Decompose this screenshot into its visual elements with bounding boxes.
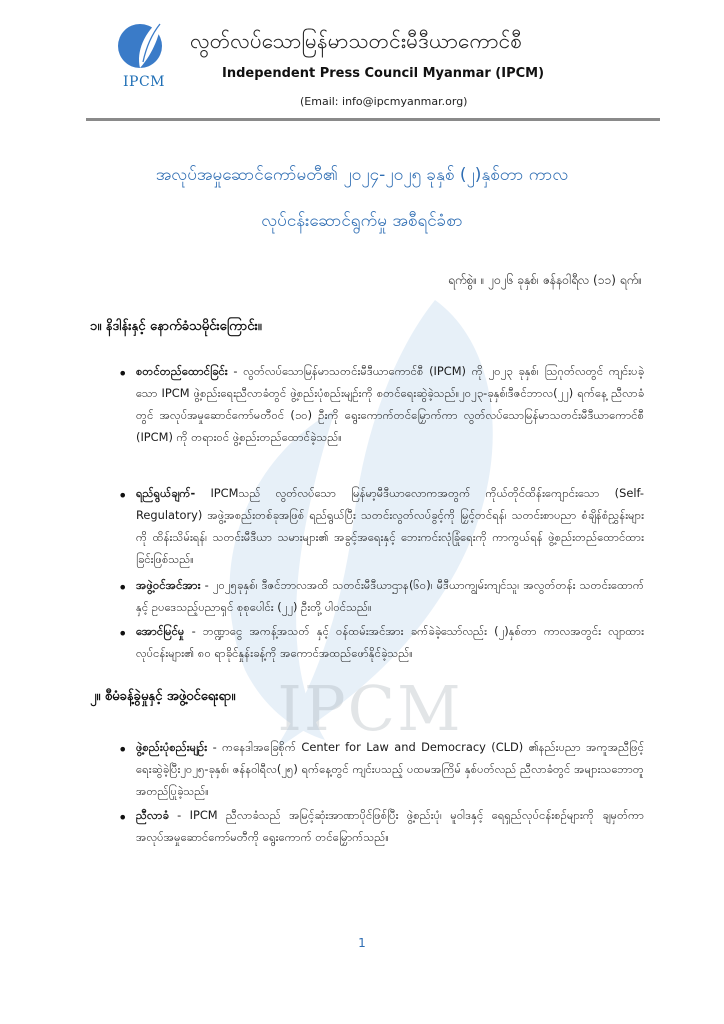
organization-title: လွတ်လပ်သောမြန်မာသတင်းမီဒီယာကောင်စီ	[190, 29, 523, 53]
document-title-line-2: လုပ်ငန်းဆောင်ရွက်မှု အစီရင်ခံစာ	[261, 211, 463, 231]
item-text: IPCMသည် လွတ်လပ်သော မြန်မာ့မီဒီယာလောကအတွက် ကိုယ်တိုင်ထိန်းကျောင်းသော (Self-Regulatory) အဖွဲ့အစည်းတစ်ခုအဖြစ် ရည်ရွယ်ပြီး သတင်းလွတ်လပ်ခွင့်ကို မြှင့်တင်ရန်၊ သတင်းစာပညာ စံချိန်စံညွှန်းများကို ထိန်းသိမ်းရန်၊ သတင်းမီဒီယာ သမားများ၏ အခွင့်အရေးနှင့် ဘေးကင်းလုံခြုံရေးကို ကာကွယ်ရန် ဖွဲ့စည်းတည်ထောင်ထားခြင်းဖြစ်သည်။	[136, 486, 644, 566]
item-lead: စတင်တည်ထောင်ခြင်း	[136, 364, 228, 378]
section-heading: ၁။ နိဒါန်းနှင့် နောက်ခံသမိုင်းကြောင်း။	[90, 319, 262, 334]
list-item	[136, 736, 644, 802]
logo-text: IPCM	[123, 74, 165, 90]
list-item	[136, 574, 644, 618]
item-lead: ဖွဲ့စည်းပုံစည်းမျဉ်း	[136, 740, 208, 754]
feather-logo-icon	[110, 12, 174, 76]
document-title-line-1: အလုပ်အမှုဆောင်ကော်မတီ၏ ၂၀၂၄-၂၀၂၅ ခုနှစ် (၂)နှစ်တာ ကာလ	[155, 165, 569, 185]
watermark-text: IPCM	[277, 672, 463, 745]
item-text: - ကနေဒါအခြေစိုက် Center for Law and Democracy (CLD) ၏နည်းပညာ အကူအညီဖြင့်ရေးဆွဲခဲ့ပြီး၂၀၂၅-ခုနှစ်၊ ဇန်နဝါရီလ(၂၅) ရက်နေ့တွင် ကျင်းပသည့် ပထမအကြိမ် နှစ်ပတ်လည် ညီလာခံတွင် အများသဘောတူ အတည်ပြုခဲ့သည်။	[136, 740, 644, 798]
item-text: - ၂၀၂၅ခုနှစ်၊ ဒီဇင်ဘာလအထိ သတင်းမီဒီယာဌာန(၆၀)၊ မီဒီယာကျွမ်းကျင်သူ၊ အလွတ်တန်း သတင်းထောက်နှင့် ဥပဒေသည့်ပညာရှင် စုစုပေါင်း (၂၂) ဦးတို့ ပါဝင်သည်။	[136, 578, 644, 614]
item-lead: အောင်မြင်မှု	[136, 624, 185, 638]
bullet-icon: •	[118, 486, 128, 505]
bullet-icon: •	[118, 740, 128, 759]
item-lead: အဖွဲ့ဝင်အင်အား	[136, 578, 201, 592]
item-text: - IPCM ညီလာခံသည် အမြင့်ဆုံးအာဏာပိုင်ဖြစ်ပြီး ဖွဲ့စည်းပုံ၊ မူဝါဒနှင့် ရေရှည်လုပ်ငန်းစဉ်များကို ချမှတ်ကာ အလုပ်အမှုဆောင်ကော်မတီကို ရွေးကောက် တင်မြှောက်သည်။	[136, 808, 644, 844]
bullet-icon: •	[118, 364, 128, 383]
bullet-icon: •	[118, 578, 128, 597]
document-date: ရက်စွဲ။ ။ ၂၀၂၆ ခုနှစ်၊ ဇန်နဝါရီလ (၁၁) ရက်။	[447, 273, 642, 287]
organization-subtitle: Independent Press Council Myanmar (IPCM)	[222, 66, 545, 81]
list-item	[136, 360, 644, 448]
header-divider	[86, 118, 660, 121]
item-lead: ညီလာခံ	[136, 808, 169, 822]
bullet-icon: •	[118, 624, 128, 643]
page-number: 1	[358, 936, 366, 950]
contact-email: (Email: info@ipcmyanmar.org)	[300, 95, 468, 108]
list-item	[136, 482, 644, 570]
bullet-icon: •	[118, 808, 128, 827]
item-text: - ဘဏ္ဍာငွေ အကန့်အသတ် နှင့် ဝန်ထမ်းအင်အား ခက်ခဲခဲ့သော်လည်း (၂)နှစ်တာ ကာလအတွင်း လျာထားလုပ်ငန်းများ၏ ၈၀ ရာခိုင်နှုန်းခန့်ကို အကောင်အထည်ဖော်နိုင်ခဲ့သည်။	[136, 624, 644, 660]
item-lead: ရည်ရွယ်ချက်-	[136, 486, 196, 500]
list-item	[136, 620, 644, 664]
list-item	[136, 804, 644, 848]
section-heading: ၂။ စီမံခန့်ခွဲမှုနှင့် အဖွဲ့ဝင်ရေးရာ။	[90, 689, 236, 704]
item-text: - လွတ်လပ်သောမြန်မာသတင်းမီဒီယာကောင်စီ (IPCM) ကို ၂၀၂၃ ခုနှစ်၊ ဩဂုတ်လတွင် ကျင်းပခဲ့သော IPCM ဖွဲ့စည်းရေးညီလာခံတွင် ဖွဲ့စည်းပုံစည်းမျဉ်းကို စတင်ရေးဆွဲခဲ့သည်။၂၀၂၃-ခုနှစ်၊ဒီဇင်ဘာလ(၂၂) ရက်နေ့ ညီလာခံတွင် အလုပ်အမှုဆောင်ကော်မတီဝင် (၁၀) ဦးကို ရွေးကောက်တင်မြှောက်ကာ လွတ်လပ်သောမြန်မာသတင်းမီဒီယာကောင်စီ (IPCM) ကို တရားဝင် ဖွဲ့စည်းတည်ထောင်ခဲ့သည်။	[136, 364, 644, 444]
